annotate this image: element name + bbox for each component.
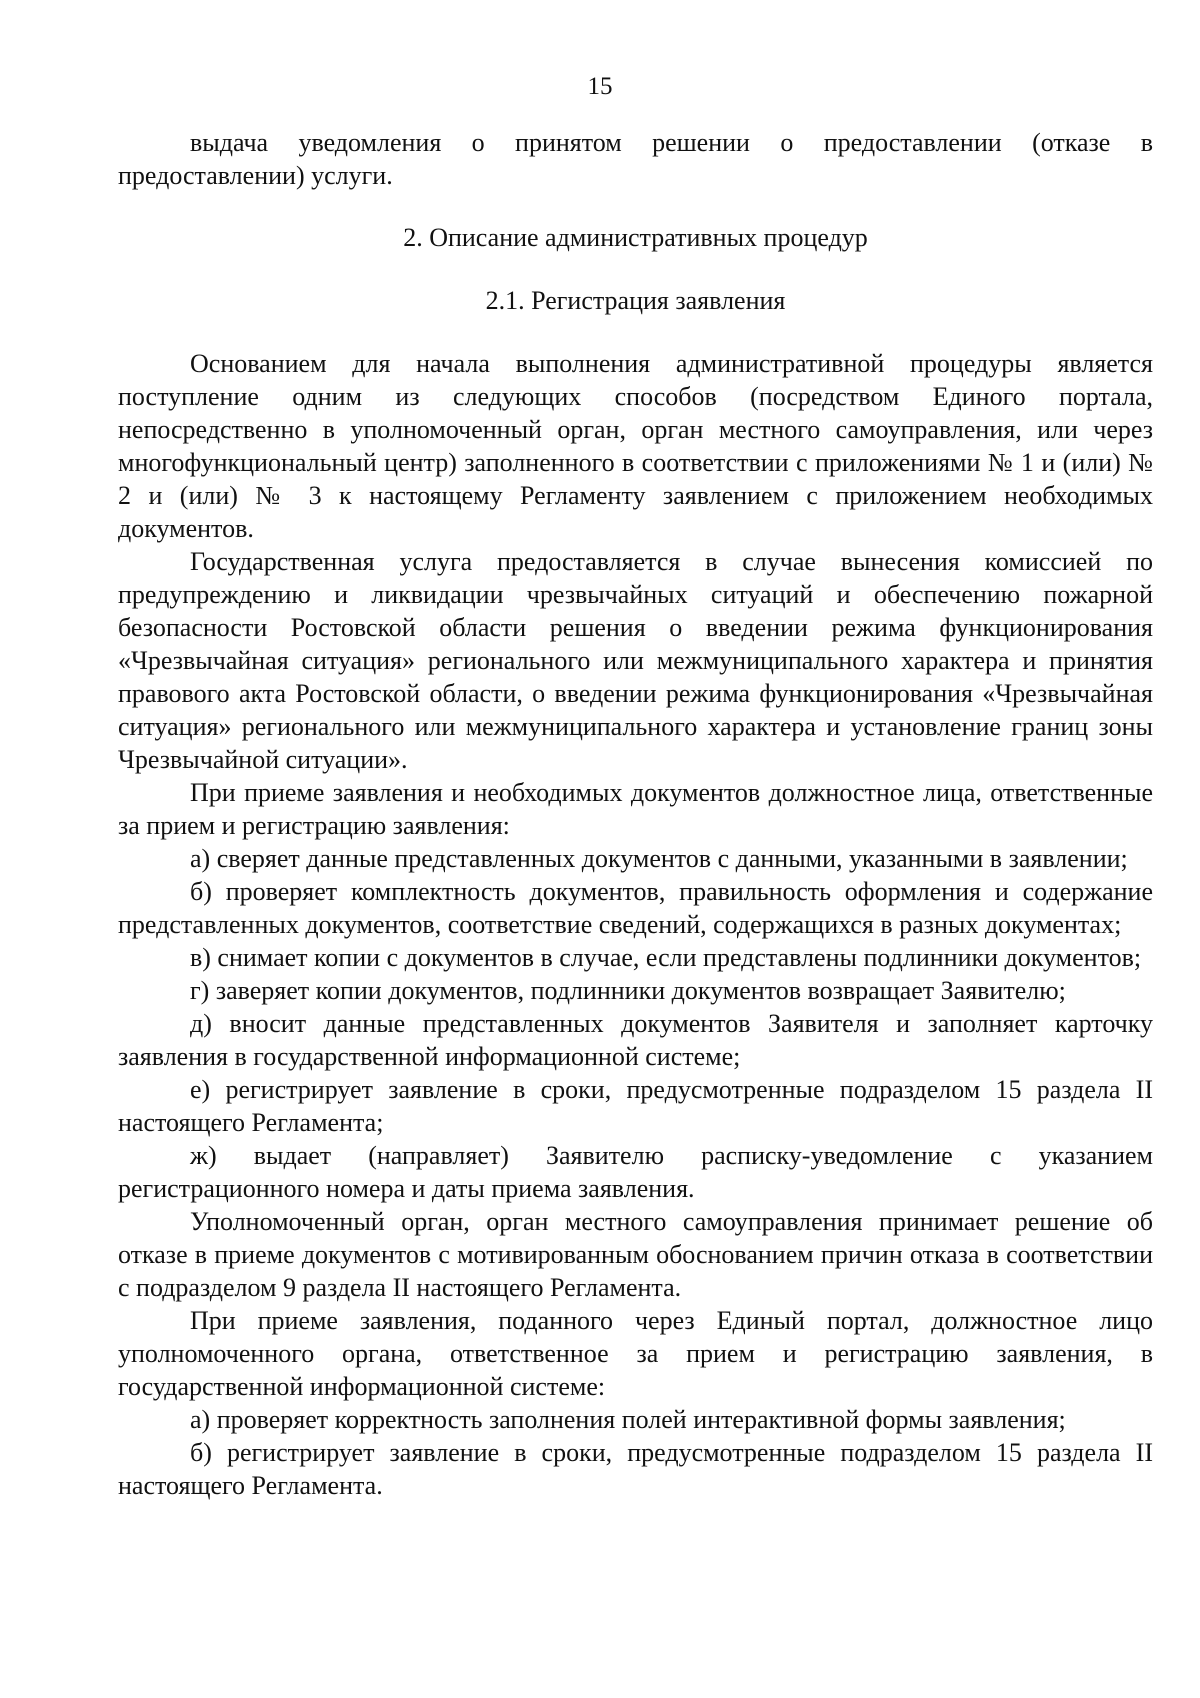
list-item-b: б) проверяет комплектность документов, правильность оформления и содержание представленных документов, соответствие сведений, содержащихся в разных документах;: [118, 877, 1153, 939]
subsection-heading: 2.1. Регистрация заявления: [485, 286, 786, 315]
section-heading: 2. Описание административных процедур: [403, 223, 868, 252]
paragraph-portal-intake: При приеме заявления, поданного через Единый портал, должностное лицо уполномоченного органа, ответственное за прием и регистрацию заявления, в государственной информационной системе:: [118, 1306, 1153, 1401]
paragraph-service-conditions: Государственная услуга предоставляется в случае вынесения комиссией по предупреждению и ликвидации чрезвычайных ситуаций и обеспечению пожарной безопасности Ростовской области решения о введении режима функционирования «Чрезвычайная ситуация» регионального или межмуниципального характера и принятия правового акта Ростовской области, о введении режима функционирования «Чрезвычайная ситуация» регионального или межмуниципального характера и установление границ зоны Чрезвычайной ситуации».: [118, 547, 1153, 774]
portal-list-item-a: а) проверяет корректность заполнения полей интерактивной формы заявления;: [190, 1405, 1066, 1434]
list-item-d: д) вносит данные представленных документов Заявителя и заполняет карточку заявления в государственной информационной системе;: [118, 1009, 1153, 1071]
list-item-zh: ж) выдает (направляет) Заявителю расписку-уведомление с указанием регистрационного номера и даты приема заявления.: [118, 1141, 1153, 1203]
document-body: [118, 126, 1153, 1502]
list-item-g: г) заверяет копии документов, подлинники документов возвращает Заявителю;: [190, 976, 1066, 1005]
list-item-e: е) регистрирует заявление в сроки, предусмотренные подразделом 15 раздела II настоящего Регламента;: [118, 1075, 1153, 1137]
list-item-v: в) снимает копии с документов в случае, если представлены подлинники документов;: [190, 943, 1142, 972]
paragraph-refusal: Уполномоченный орган, орган местного самоуправления принимает решение об отказе в приеме документов с мотивированным обоснованием причин отказа в соответствии с подразделом 9 раздела II настоящего Регламента.: [118, 1207, 1153, 1302]
list-item-a: а) сверяет данные представленных документов с данными, указанными в заявлении;: [190, 844, 1128, 873]
paragraph-officials-duties: При приеме заявления и необходимых документов должностное лица, ответственные за прием и регистрацию заявления:: [118, 778, 1153, 840]
paragraph-basis: Основанием для начала выполнения административной процедуры является поступление одним из следующих способов (посредством Единого портала, непосредственно в уполномоченный орган, орган местного самоуправления, или через многофункциональный центр) заполненного в соответствии с приложениями № 1 и (или) № 2 и (или) № 3 к настоящему Регламенту заявлением с приложением необходимых документов.: [118, 349, 1153, 543]
page-number: 15: [587, 73, 613, 100]
intro-paragraph: выдача уведомления о принятом решении о предоставлении (отказе в предоставлении) услуги.: [118, 128, 1153, 190]
portal-list-item-b: б) регистрирует заявление в сроки, предусмотренные подразделом 15 раздела II настоящего Регламента.: [118, 1438, 1153, 1500]
